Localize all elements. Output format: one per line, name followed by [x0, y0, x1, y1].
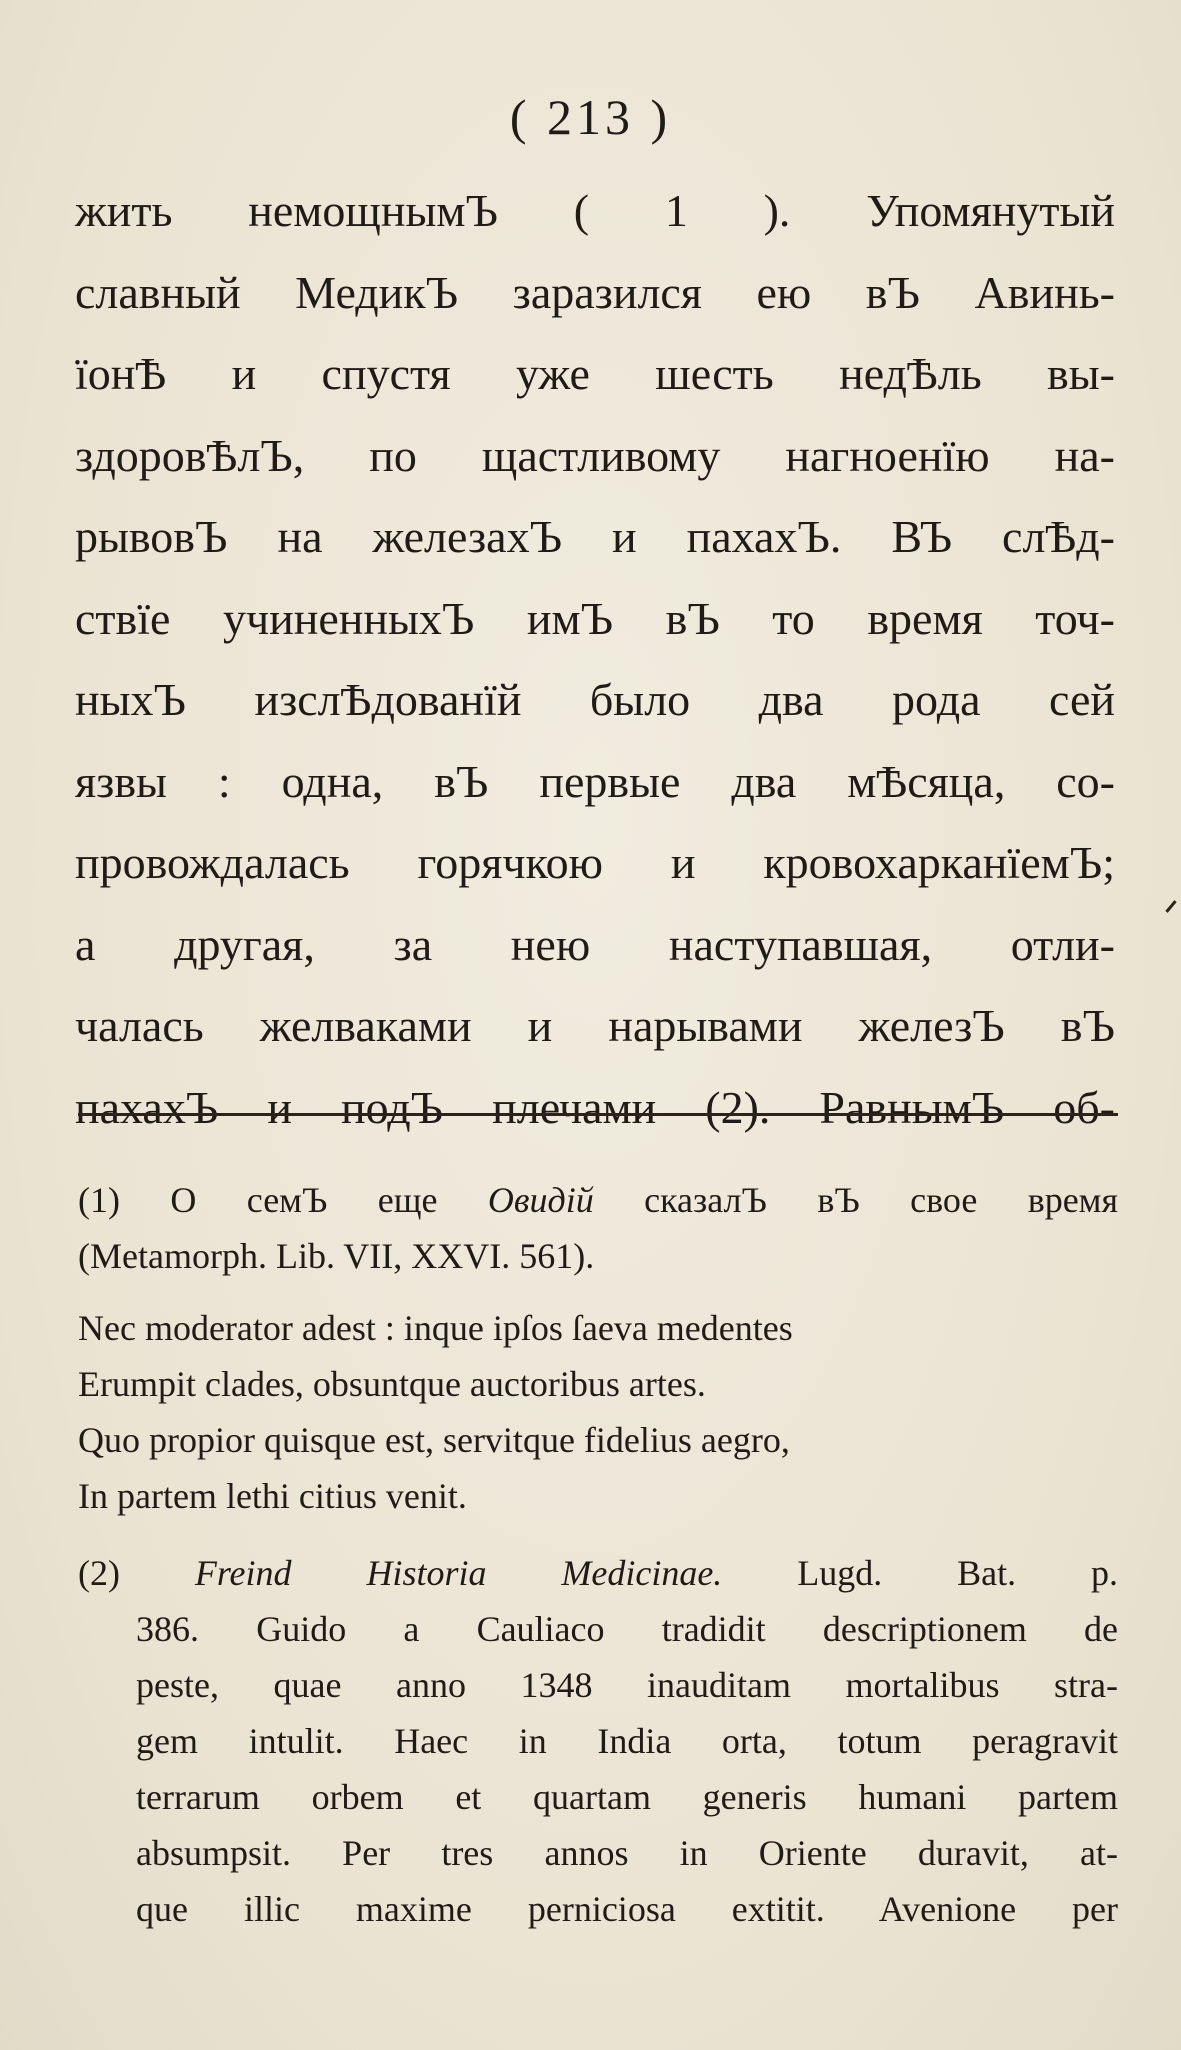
text-line: славный МедикЪ заразился ею вЪ Авинь-	[75, 266, 1115, 318]
footnote-2-line: terrarum orbem et quartam generis humani partem	[136, 1777, 1118, 1817]
footnote-1	[78, 1172, 1118, 1284]
footnote-2-line: gem intulit. Haec in India orta, totum peragravit	[136, 1721, 1118, 1761]
text-line: провождалась горячкою и кровохарканїемЪ;	[75, 837, 1115, 888]
footnote-2-line: peste, quae anno 1348 inauditam mortalibus stra-	[136, 1665, 1118, 1705]
text-line: жить немощнымЪ ( 1 ). Упомянутый	[75, 185, 1115, 236]
footnote-2-line: absumpsit. Per tres annos in Oriente duravit, at-	[136, 1833, 1118, 1873]
footnote-2-line: que illic maxime perniciosa extitit. Avenione per	[136, 1889, 1118, 1929]
verse-line: Quo propior quisque est, servitque fidelius aegro,	[78, 1420, 790, 1460]
text-line: ныхЪ изслѢдованїй было два рода сей	[75, 674, 1115, 725]
footnote-title: Freind Historia Medicinae.	[194, 1553, 723, 1593]
page-number: ( 213 )	[509, 89, 672, 145]
margin-mark	[1165, 900, 1176, 913]
footnote-author: Овидiй	[487, 1180, 594, 1220]
verse-line: Erumpit clades, obsuntque auctoribus artes.	[78, 1364, 706, 1404]
footnote-1-line-1	[78, 1172, 1118, 1228]
footnote-text: Lugd. Bat. p.	[797, 1553, 1118, 1593]
text-line: рывовЪ на железахЪ и пахахЪ. ВЪ слѢд-	[75, 511, 1115, 562]
footnote-marker: (1)	[78, 1180, 120, 1220]
main-text	[75, 170, 1115, 1148]
footnote-2-line: 386. Guido a Cauliaco tradidit descriptionem de	[136, 1609, 1118, 1649]
text-line: чалась желваками и нарывами железЪ вЪ	[75, 1000, 1115, 1051]
footnote-2	[78, 1545, 1118, 1937]
text-line: здоровѢлЪ, по щастливому нагноенїю на-	[75, 429, 1115, 481]
footnote-2-line-1	[78, 1545, 1118, 1601]
footnote-marker: (2)	[78, 1553, 120, 1593]
text-line: язвы : одна, вЪ первые два мѢсяца, со-	[75, 755, 1115, 807]
text-line: пахахЪ и подЪ плечами (2). РавнымЪ об-	[75, 1081, 1115, 1133]
footnote-text: О семЪ еще	[170, 1180, 438, 1220]
verse-line: In partem lethi citius venit.	[78, 1476, 467, 1516]
verse-line: Nec moderator adest : inque ipſos ſaeva medentes	[78, 1308, 793, 1348]
latin-verse	[78, 1300, 1118, 1524]
footnote-1-line-2: (Metamorph. Lib. VII, XXVI. 561).	[78, 1236, 595, 1276]
text-line: а другая, за нею наступавшая, отли-	[75, 918, 1115, 970]
text-line: ствїе учиненныхЪ имЪ вЪ то время точ-	[75, 592, 1115, 644]
footnote-divider	[78, 1113, 1118, 1116]
text-line: їонѢ и спустя уже шесть недѢль вы-	[75, 348, 1115, 399]
footnote-text: сказалЪ вЪ свое время	[644, 1180, 1119, 1220]
